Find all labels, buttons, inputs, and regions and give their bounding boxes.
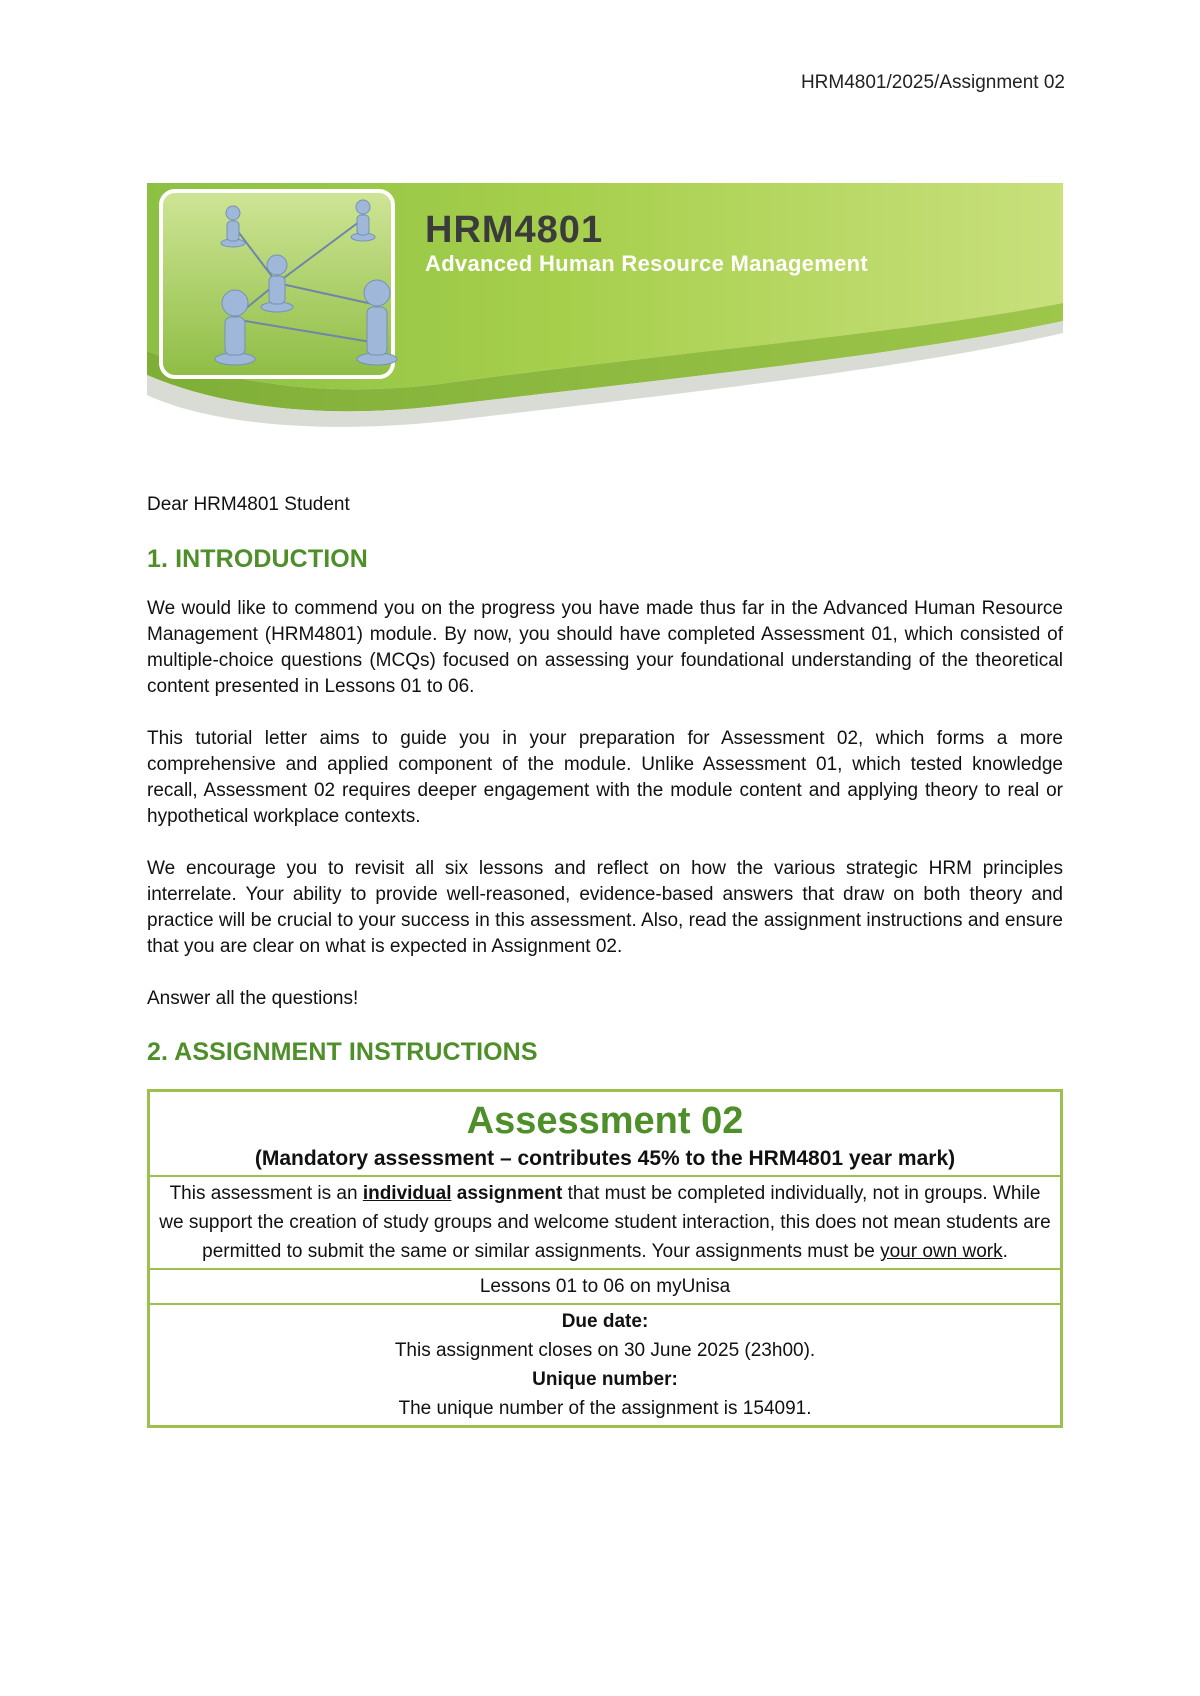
document-reference: HRM4801/2025/Assignment 02 [800, 72, 1065, 93]
assessment-title: Assessment 02 [466, 1100, 744, 1142]
individual-text-b: individual [362, 1183, 452, 1204]
letter-body [147, 494, 1063, 1428]
unique-number-label: Unique number: [532, 1369, 678, 1390]
due-date-text: This assignment closes on 30 June 2025 (23h00). [394, 1340, 816, 1361]
salutation: Dear HRM4801 Student [147, 494, 350, 515]
unique-number-text: The unique number of the assignment is 154091. [398, 1398, 812, 1419]
lessons-cell: Lessons 01 to 06 on myUnisa [149, 1269, 1062, 1304]
individual-text-d: that must be completed individually, not in groups. While we support the creation of study groups and welcome student interaction, this does not mean students are permitted to submit the same or similar assignments. Your assignments must be [159, 1183, 1051, 1262]
banner-module-title: Advanced Human Resource Management [425, 251, 868, 276]
due-date-label: Due date: [561, 1311, 649, 1332]
due-date-cell [149, 1304, 1062, 1427]
assessment-table [147, 1089, 1063, 1428]
module-banner [147, 183, 1063, 435]
assessment-subtitle: (Mandatory assessment – contributes 45% to the HRM4801 year mark) [254, 1147, 956, 1170]
assessment-header-cell [149, 1091, 1062, 1177]
intro-paragraph-2: This tutorial letter aims to guide you in your preparation for Assessment 02, which forms a more comprehensive and applied component of the module. Unlike Assessment 01, which tested knowledge recall, Assessment 02 requires deeper engagement with the module content and applying theory to real or hypothetical workplace contexts. [147, 728, 1063, 827]
individual-assignment-cell [149, 1176, 1062, 1269]
banner-graphic [147, 183, 1063, 435]
intro-paragraph-1: We would like to commend you on the progress you have made thus far in the Advanced Human Resource Management (HRM4801) module. By now, you should have completed Assessment 01, which consisted of multiple-choice questions (MCQs) focused on assessing your foundational understanding of the theoretical content presented in Lessons 01 to 06. [147, 598, 1063, 697]
section-heading-introduction: 1. INTRODUCTION [147, 545, 368, 573]
section-heading-instructions: 2. ASSIGNMENT INSTRUCTIONS [147, 1038, 538, 1066]
individual-text-c: assignment [451, 1183, 563, 1204]
intro-paragraph-3: We encourage you to revisit all six lessons and reflect on how the various strategic HRM principles interrelate. Your ability to provide well-reasoned, evidence-based answers that draw on both theory and practice will be crucial to your success in this assessment. Also, read the assignment instructions and ensure that you are clear on what is expected in Assignment 02. [147, 858, 1063, 957]
banner-module-code: HRM4801 [425, 209, 604, 251]
individual-text-a: This assessment is an [169, 1183, 363, 1204]
answer-all-note: Answer all the questions! [147, 988, 359, 1009]
individual-text-f: . [1002, 1241, 1008, 1262]
individual-text-e: your own work [880, 1241, 1003, 1262]
